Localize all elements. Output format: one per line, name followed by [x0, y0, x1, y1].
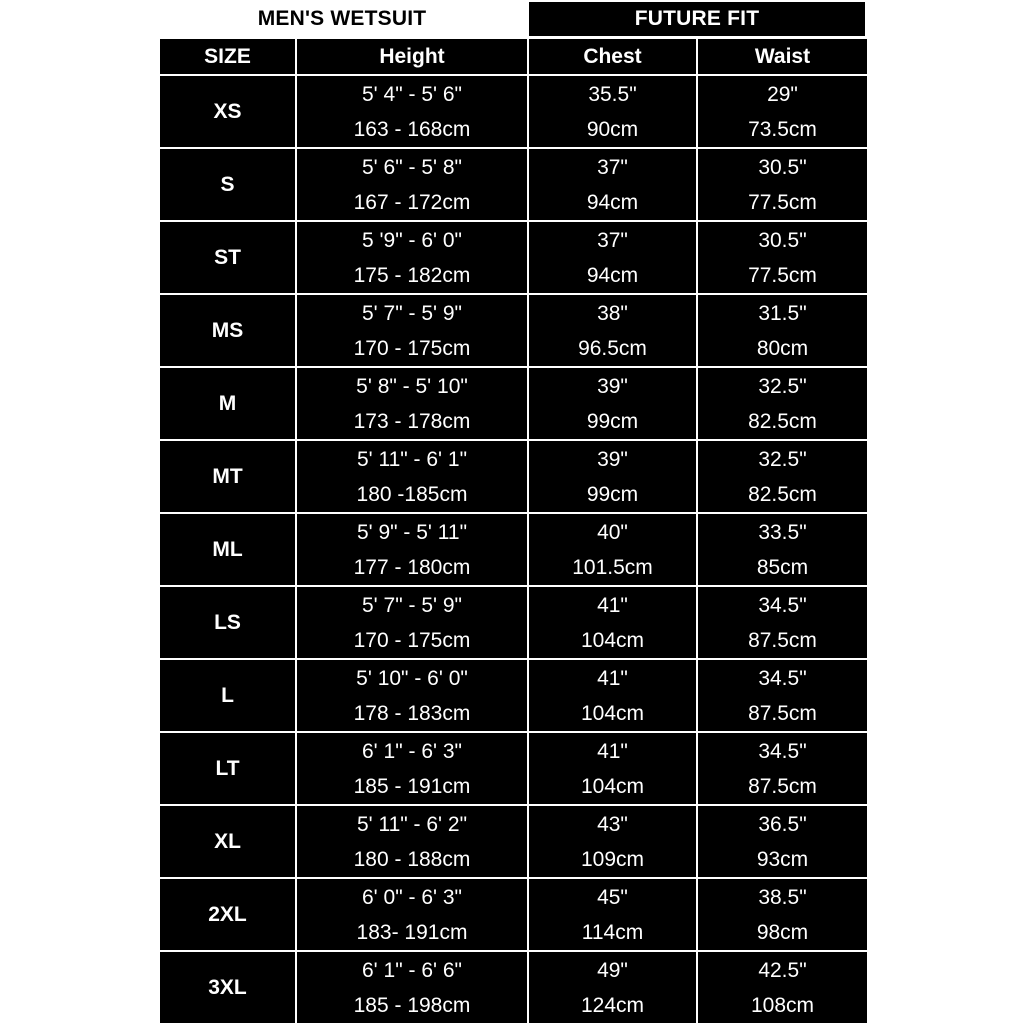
waist-metric: 87.5cm: [748, 701, 817, 725]
waist-imperial: 34.5": [758, 666, 807, 690]
height-metric: 173 - 178cm: [353, 409, 471, 433]
waist-metric: 98cm: [756, 920, 809, 944]
chest-metric: 90cm: [586, 117, 639, 141]
size-cell: S: [160, 149, 295, 220]
chest-metric: 109cm: [580, 847, 645, 871]
chest-cell: [529, 514, 696, 585]
table-row: [160, 733, 867, 804]
waist-cell: [698, 660, 867, 731]
height-cell: [297, 587, 527, 658]
height-cell: [297, 76, 527, 147]
chest-metric: 104cm: [580, 701, 645, 725]
height-imperial: 5' 4" - 5' 6": [362, 82, 462, 106]
waist-metric: 73.5cm: [748, 117, 817, 141]
header-height: Height: [297, 39, 527, 74]
waist-metric: 93cm: [756, 847, 809, 871]
chest-imperial: 43": [597, 812, 628, 836]
height-cell: [297, 733, 527, 804]
header-size: SIZE: [160, 39, 295, 74]
table-row: [160, 368, 867, 439]
chest-imperial: 39": [597, 374, 628, 398]
size-chart-body: [160, 76, 867, 1023]
table-row: [160, 879, 867, 950]
chart-title-future-fit: FUTURE FIT: [529, 2, 865, 36]
table-row: [160, 295, 867, 366]
height-metric: 167 - 172cm: [353, 190, 471, 214]
chest-metric: 124cm: [580, 993, 645, 1017]
waist-cell: [698, 952, 867, 1023]
table-row: [160, 76, 867, 147]
chest-metric: 104cm: [580, 774, 645, 798]
chest-imperial: 35.5": [588, 82, 637, 106]
chest-imperial: 37": [597, 155, 628, 179]
waist-imperial: 33.5": [758, 520, 807, 544]
size-cell: ML: [160, 514, 295, 585]
height-cell: [297, 295, 527, 366]
size-cell: 3XL: [160, 952, 295, 1023]
height-imperial: 5' 11" - 6' 1": [356, 447, 468, 471]
waist-metric: 77.5cm: [748, 190, 817, 214]
size-cell: MT: [160, 441, 295, 512]
height-cell: [297, 879, 527, 950]
waist-cell: [698, 806, 867, 877]
table-row: [160, 587, 867, 658]
waist-metric: 87.5cm: [748, 774, 817, 798]
chart-title-mens-wetsuit: MEN'S WETSUIT: [257, 7, 427, 30]
chest-cell: [529, 295, 696, 366]
header-waist: Waist: [698, 39, 867, 74]
waist-metric: 87.5cm: [748, 628, 817, 652]
waist-imperial: 34.5": [758, 593, 807, 617]
chest-imperial: 38": [597, 301, 628, 325]
chest-cell: [529, 879, 696, 950]
waist-cell: [698, 368, 867, 439]
waist-cell: [698, 879, 867, 950]
chest-imperial: 41": [597, 593, 628, 617]
waist-cell: [698, 733, 867, 804]
chest-imperial: 39": [597, 447, 628, 471]
waist-metric: 80cm: [756, 336, 809, 360]
chest-imperial: 40": [597, 520, 628, 544]
waist-metric: 82.5cm: [748, 482, 817, 506]
header-row: [160, 39, 867, 74]
chest-metric: 101.5cm: [572, 555, 653, 579]
chest-imperial: 49": [597, 958, 628, 982]
height-imperial: 6' 1" - 6' 6": [362, 958, 462, 982]
chest-metric: 94cm: [586, 263, 639, 287]
chest-cell: [529, 441, 696, 512]
height-imperial: 5 '9" - 6' 0": [362, 228, 462, 252]
waist-imperial: 32.5": [758, 447, 807, 471]
height-imperial: 5' 10" - 6' 0": [356, 666, 468, 690]
chest-cell: [529, 368, 696, 439]
height-metric: 177 - 180cm: [353, 555, 471, 579]
waist-metric: 82.5cm: [748, 409, 817, 433]
chest-metric: 114cm: [581, 920, 644, 944]
height-metric: 175 - 182cm: [353, 263, 471, 287]
height-metric: 163 - 168cm: [353, 117, 471, 141]
waist-imperial: 30.5": [758, 228, 807, 252]
size-cell: LT: [160, 733, 295, 804]
size-cell: MS: [160, 295, 295, 366]
waist-metric: 108cm: [750, 993, 815, 1017]
size-cell: LS: [160, 587, 295, 658]
size-cell: XS: [160, 76, 295, 147]
table-row: [160, 222, 867, 293]
table-row: [160, 441, 867, 512]
waist-imperial: 32.5": [758, 374, 807, 398]
height-cell: [297, 441, 527, 512]
waist-cell: [698, 149, 867, 220]
header-chest: Chest: [529, 39, 696, 74]
height-imperial: 5' 6" - 5' 8": [362, 155, 462, 179]
height-imperial: 5' 7" - 5' 9": [362, 593, 462, 617]
chest-imperial: 41": [597, 666, 628, 690]
chest-cell: [529, 660, 696, 731]
height-imperial: 6' 0" - 6' 3": [362, 885, 462, 909]
height-imperial: 5' 9" - 5' 11": [356, 520, 468, 544]
chest-cell: [529, 733, 696, 804]
waist-cell: [698, 76, 867, 147]
table-row: [160, 660, 867, 731]
table-row: [160, 149, 867, 220]
height-metric: 185 - 198cm: [353, 993, 471, 1017]
size-cell: XL: [160, 806, 295, 877]
waist-cell: [698, 587, 867, 658]
height-cell: [297, 660, 527, 731]
chest-cell: [529, 149, 696, 220]
height-imperial: 5' 11" - 6' 2": [356, 812, 468, 836]
chest-metric: 99cm: [586, 409, 639, 433]
waist-imperial: 31.5": [758, 301, 807, 325]
height-imperial: 5' 7" - 5' 9": [362, 301, 462, 325]
size-cell: L: [160, 660, 295, 731]
chest-cell: [529, 76, 696, 147]
waist-metric: 77.5cm: [748, 263, 817, 287]
chest-metric: 94cm: [586, 190, 639, 214]
waist-imperial: 36.5": [758, 812, 807, 836]
chest-imperial: 41": [597, 739, 628, 763]
waist-imperial: 29": [767, 82, 798, 106]
height-metric: 170 - 175cm: [353, 628, 471, 652]
chest-imperial: 45": [597, 885, 628, 909]
chest-metric: 104cm: [580, 628, 645, 652]
chest-cell: [529, 587, 696, 658]
height-cell: [297, 368, 527, 439]
height-metric: 180 - 188cm: [353, 847, 471, 871]
waist-imperial: 38.5": [758, 885, 807, 909]
waist-cell: [698, 441, 867, 512]
height-imperial: 6' 1" - 6' 3": [362, 739, 462, 763]
waist-metric: 85cm: [756, 555, 809, 579]
size-cell: 2XL: [160, 879, 295, 950]
chest-imperial: 37": [597, 228, 628, 252]
chest-metric: 99cm: [586, 482, 639, 506]
size-cell: ST: [160, 222, 295, 293]
height-metric: 183- 191cm: [356, 920, 468, 944]
height-cell: [297, 149, 527, 220]
waist-imperial: 34.5": [758, 739, 807, 763]
height-metric: 180 -185cm: [356, 482, 468, 506]
height-metric: 178 - 183cm: [353, 701, 471, 725]
size-cell: M: [160, 368, 295, 439]
height-metric: 185 - 191cm: [353, 774, 471, 798]
table-row: [160, 514, 867, 585]
waist-imperial: 30.5": [758, 155, 807, 179]
table-row: [160, 806, 867, 877]
height-metric: 170 - 175cm: [353, 336, 471, 360]
height-cell: [297, 806, 527, 877]
chest-cell: [529, 222, 696, 293]
table-row: [160, 952, 867, 1023]
height-cell: [297, 222, 527, 293]
chest-cell: [529, 952, 696, 1023]
height-cell: [297, 514, 527, 585]
waist-cell: [698, 222, 867, 293]
size-chart-table: [158, 37, 869, 1025]
height-imperial: 5' 8" - 5' 10": [356, 374, 468, 398]
height-cell: [297, 952, 527, 1023]
chest-cell: [529, 806, 696, 877]
waist-imperial: 42.5": [758, 958, 807, 982]
chest-metric: 96.5cm: [578, 336, 647, 360]
waist-cell: [698, 514, 867, 585]
waist-cell: [698, 295, 867, 366]
